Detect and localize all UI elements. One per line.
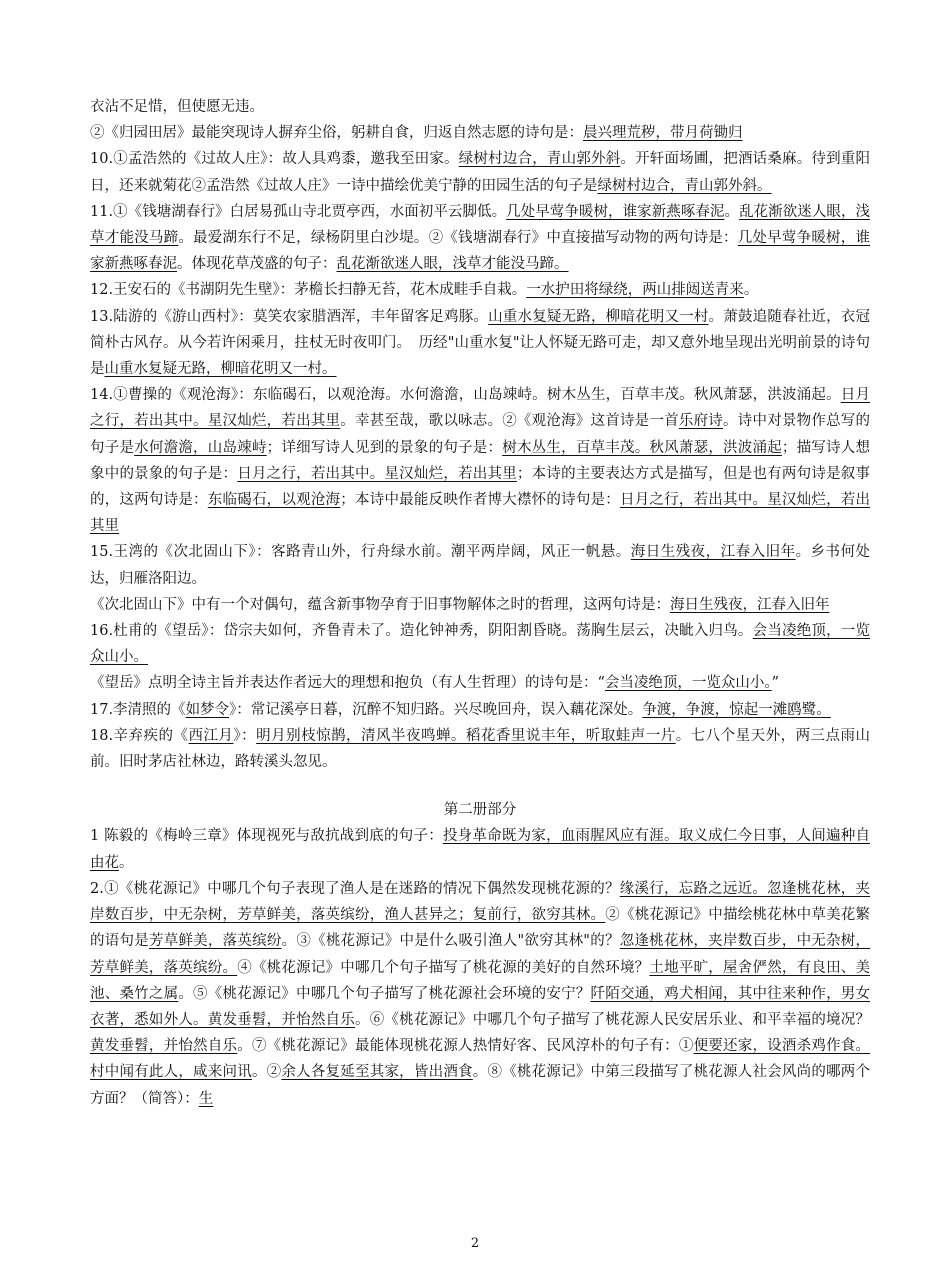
text-segment: 。⑥《桃花源记》中哪几个句子描写了桃花源人民安居乐业、和平幸福的境况？	[354, 1011, 871, 1028]
answer-text: 明月别枝惊鹊，清风半夜鸣蝉。稻花香里说丰年，听取蛙声一片	[256, 727, 676, 744]
text-segment: ；本诗的主要表达方式是描写，但是也有两句诗是叙事的，这两句诗是：	[90, 465, 871, 509]
answer-text: 日月之行，若出其中。星汉灿烂，若出其里	[90, 387, 870, 430]
text-segment: 。诗中对景物作总写的句子是	[90, 413, 871, 456]
answer-text: 如梦令	[185, 701, 230, 718]
text-segment: ④《桃花源记》中哪几个句子描写了桃花源的美好的自然环境？	[237, 959, 650, 976]
answer-text: 树木丛生，百草丰茂。秋风萧瑟，洪波涌起	[502, 439, 782, 456]
answer-text: 争渡，争渡，惊起一滩鸥鹭。	[642, 701, 831, 718]
paragraph	[90, 304, 870, 383]
answer-text: 绿树村边合，青山郭外斜	[458, 151, 621, 168]
answer-text: 水何澹澹，山岛竦峙	[134, 439, 267, 456]
text-segment: 11.①《钱塘湖春行》白居易孤山寺北贾亭西，水面初平云脚低。	[90, 203, 507, 220]
text-segment: 。七八个星天外，两三点雨山前。旧时茅店社林边，路转溪头忽见。	[90, 727, 871, 771]
paragraph	[90, 697, 870, 723]
text-segment: 16.杜甫的《望岳》：岱宗夫如何，齐鲁青未了。造化钟神秀，阴阳割昏晓。荡胸生层云，决眦入归鸟。	[90, 623, 753, 640]
text-segment: ；描写诗人想象中的景象的句子是：	[90, 439, 871, 482]
text-segment: 。萧鼓追随春社近，衣冠简朴古风存。从今若许闲乘月，拄杖无时夜叩门。 历经"山重水复"让人怀疑无路可走，却又意外地呈现出光明前景的诗句是	[90, 308, 871, 378]
paragraph	[90, 199, 870, 278]
answer-text: 乐府诗	[678, 413, 724, 430]
paragraph	[90, 592, 870, 618]
paragraph	[90, 120, 870, 146]
page-number: 2	[470, 1236, 480, 1251]
answer-text: 绿树村边合，青山郭外斜。	[597, 177, 772, 194]
text-segment: 12.王安石的《书湖阴先生壁》：茅檐长扫静无苔，花木成畦手自栽。	[90, 282, 527, 299]
text-segment: 。②	[251, 1064, 282, 1081]
answer-text: 缘溪行，忘路之远近。忽逢桃花林，夹岸数百步，中无杂树，芳草鲜美，落英缤纷，渔人甚异之；复前行，欲穷其林。	[90, 880, 870, 924]
answer-text: 阡陌交通，鸡犬相闻，其中往来种作，男女衣著，悉如外人。黄发垂髫，并怡然自乐	[90, 985, 871, 1028]
text-segment: ；本诗中最能反映作者博大襟怀的诗句是：	[340, 492, 620, 509]
answer-text: 几处早莺争暖树，谁家新燕啄春泥	[506, 203, 725, 220]
paragraph	[90, 539, 870, 591]
answer-text: 会当凌绝顶，一览众山小。	[90, 623, 870, 666]
text-segment: 《望岳》点明全诗主旨并表达作者远大的理想和抱负（有人生哲理）的诗句是：“	[90, 675, 605, 692]
answer-text: 一水护田将绿绕，两山排闼送青来	[526, 282, 744, 299]
section-title: 第二册部分	[443, 802, 517, 819]
answer-text: 山重水复疑无路，柳暗花明又一村。	[104, 361, 337, 378]
answer-text: 芳草鲜美，落英缤纷	[148, 933, 282, 950]
text-segment: 。③《桃花源记》中是什么吸引渔人"欲穷其林"的？	[281, 933, 620, 950]
answer-text: 山重水复疑无路，柳暗花明又一村	[488, 308, 709, 325]
paragraph	[90, 723, 870, 775]
text-segment: 。⑧《桃花源记》中第三段描写了桃花源人社会风尚的哪两个方面？（简答）：	[90, 1064, 871, 1107]
text-segment: 。	[724, 203, 740, 220]
text-segment: 。	[743, 282, 759, 299]
part-one-section	[90, 94, 870, 775]
text-segment: 14.①曹操的《观沧海》：东临碣石，以观沧海。水何澹澹，山岛竦峙。树木丛生，百草丰茂。秋风萧瑟，洪波涌起。	[90, 387, 841, 404]
text-segment: 。⑤《桃花源记》中哪几个句子描写了桃花源社会环境的安宁？	[178, 985, 591, 1002]
text-segment: 。	[119, 854, 134, 871]
text-segment: 。最爱湖东行不足，绿杨阴里白沙堤。②《钱塘湖春行》中直接描写动物的两句诗是：	[178, 230, 738, 247]
paragraph	[90, 94, 870, 120]
paragraph	[90, 618, 870, 670]
answer-text: 投身革命既为家，血雨腥风应有涯。取义成仁今日事，人间遍种自由花	[90, 828, 870, 871]
text-segment: ；详细写诗人见到的景象的句子是：	[266, 439, 503, 456]
paragraph	[90, 146, 870, 198]
answer-text: 忽逢桃花林，夹岸数百步，中无杂树，芳草鲜美，落英缤纷。	[90, 933, 871, 976]
answer-text: 西江月	[188, 727, 234, 744]
text-segment: 。体现花草茂盛的句子：	[177, 256, 337, 273]
part-two-section	[90, 823, 870, 1111]
text-segment: 衣沾不足惜，但使愿无违。	[90, 99, 264, 115]
paragraph	[90, 823, 870, 875]
paragraph	[90, 670, 870, 696]
text-segment: 。开轩面场圃，把酒话桑麻。待到重阳日，还来就菊花②孟浩然《过故人庄》一诗中描绘优美宁静的田园生活的句子是	[90, 151, 871, 194]
text-segment: 2.①《桃花源记》中哪几个句子表现了渔人是在迷路的情况下偶然发现桃花源的？	[90, 880, 620, 897]
paragraph	[90, 277, 870, 303]
text-segment: ②《桃花源记》中描绘桃花林中草美花繁的语句是	[90, 907, 871, 950]
text-segment: 。幸甚至哉，歌以咏志。②《观沧海》这首诗是一首	[340, 413, 679, 430]
document-page	[90, 94, 870, 1112]
text-segment: 。乡书何处达，归雁洛阳边。	[90, 544, 870, 587]
answer-text: 晨兴理荒秽，带月荷锄归	[583, 125, 743, 142]
answer-text: 海日生残夜，江春入旧年	[630, 544, 796, 561]
paragraph	[90, 382, 870, 539]
answer-text: 乱花渐欲迷人眼，浅草才能没马蹄	[90, 203, 871, 247]
answer-text: 黄发垂髫，并怡然自乐	[90, 1038, 238, 1055]
paragraph	[90, 876, 870, 1112]
answer-text: 日月之行，若出其中。星汉灿烂，若出其里	[90, 492, 871, 535]
answer-text: 土地平旷，屋舍俨然，有良田、美池、桑竹之属	[90, 959, 871, 1002]
answer-text: 海日生残夜，江春入旧年	[670, 596, 830, 613]
text-segment: 17.李清照的《	[90, 701, 186, 718]
text-segment: 13.陆游的《游山西村》：莫笑农家腊酒浑，丰年留客足鸡豚。	[90, 308, 489, 325]
text-segment: 。⑦《桃花源记》最能体现桃花源人热情好客、民风淳朴的句子有：①	[237, 1038, 694, 1055]
text-segment: ”	[771, 675, 780, 692]
text-segment: 1 陈毅的《梅岭三章》体现视死与敌抗战到底的句子：	[90, 828, 443, 845]
answer-text: 乱花渐欲迷人眼，浅草才能没马蹄。	[336, 256, 569, 273]
answer-text: 余人各复延至其家，皆出酒食	[281, 1064, 473, 1081]
text-segment: 15.王湾的《次北固山下》：客路青山外，行舟绿水前。潮平两岸阔，风正一帆悬。	[90, 544, 631, 561]
text-segment: ②《归园田居》最能突现诗人摒弃尘俗，躬耕自食，归返自然志愿的诗句是：	[90, 125, 583, 142]
answer-text: 几处早莺争暖树，谁家新燕啄春泥	[90, 230, 871, 273]
answer-text: 东临碣石，以观沧海	[207, 492, 341, 509]
answer-text: 生	[198, 1090, 214, 1107]
text-segment: 18.辛弃疾的《	[90, 727, 189, 744]
answer-text: 便要还家，设酒杀鸡作食。村中闻有此人，咸来问讯	[90, 1038, 871, 1081]
text-segment: 《次北固山下》中有一个对偶句，蕴含新事物孕育于旧事物解体之时的哲理，这两句诗是：	[90, 596, 670, 613]
text-segment: 10.①孟浩然的《过故人庄》：故人具鸡黍，邀我至田家。	[90, 151, 459, 168]
answer-text: 会当凌绝顶，一览众山小。	[604, 675, 772, 692]
text-segment: 》：常记溪亭日暮，沉醉不知归路。兴尽晚回舟，误入藕花深处。	[229, 701, 643, 718]
text-segment: 》：	[233, 727, 257, 744]
answer-text: 日月之行，若出其中。星汉灿烂，若出其里	[237, 465, 517, 482]
